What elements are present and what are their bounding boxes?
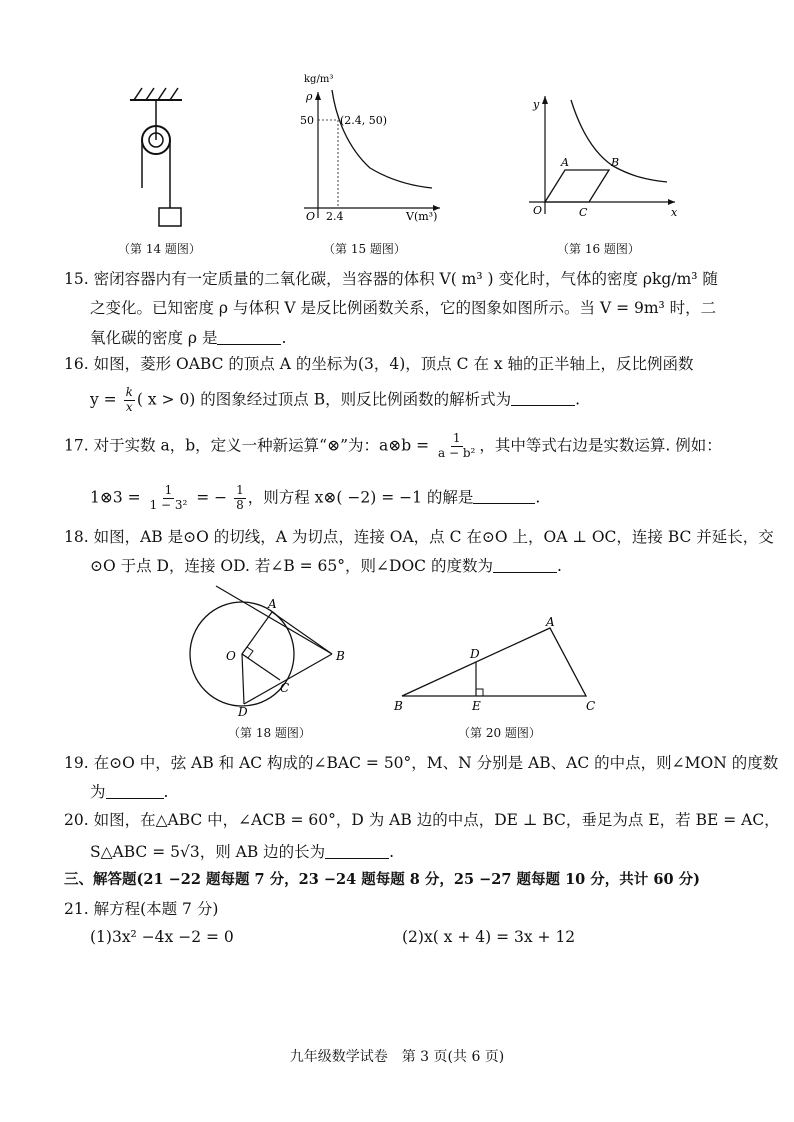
fig18-C: C [280,681,290,695]
figure-20-caption: （第 20 题图） [458,726,541,740]
q16-line2: y = $\frac{k}{x}$ ( x > 0) 的图象经过顶点 B，则反比例函数的解析式为 . [90,385,581,414]
fig20-E: E [472,699,481,713]
q18-line1: 18. 如图，AB 是⊙O 的切线，A 为切点，连接 OA，点 C 在⊙O 上，OA ⊥ OC，连接 BC 并延长，交 [64,528,774,546]
q21-title: 21. 解方程(本题 7 分) [64,900,219,918]
figure-15-graph [290,68,450,228]
fig15-y-unit: kg/m³ [304,74,334,85]
fig15-curve [332,90,432,188]
figure-16-caption: （第 16 题图） [557,242,640,256]
q17-line1: 17. 对于实数 a，b，定义一种新运算“⊗”为：a⊗b = $\frac{1}{\text{a − b²}}$ ，其中等式右边是实数运算. 例如： [64,431,722,460]
fig16-B: B [611,156,620,169]
q20-line1: 20. 如图，在△ABC 中，∠ACB = 60°，D 为 AB 边的中点，DE ⊥ BC，垂足为点 E，若 BE = AC， [64,811,780,829]
q20-answer-blank[interactable] [325,844,389,859]
q21-part2: (2)x( x + 4) = 3x + 12 [402,928,576,946]
fig16-x-label: x [671,206,678,219]
fig16-C: C [579,206,588,219]
fig20-A: A [546,616,555,629]
q20-line2: S△ABC = 5√3，则 AB 边的长为 . [90,843,395,861]
figure-20-triangle [392,616,602,716]
fig20-C: C [586,699,596,713]
fig16-y-label: y [533,98,540,111]
fig15-y-symbol: ρ [306,90,313,103]
q19-answer-blank[interactable] [106,784,164,799]
fig15-x-label: V(m³) [406,210,438,223]
figure-18-caption: （第 18 题图） [228,726,311,740]
fig18-B: B [336,649,345,663]
q15-line1: 15. 密闭容器内有一定质量的二氧化碳，当容器的体积 V( m³ ) 变化时，气体的密度 ρkg/m³ 随 [64,270,718,288]
fig16-A: A [561,156,569,169]
fig18-D: D [238,705,248,717]
fig15-x-tick: 2.4 [326,210,344,223]
q21-part1: (1)3x² −4x −2 = 0 [90,928,234,946]
page-footer: 九年级数学试卷 第 3 页(共 6 页) [289,1049,505,1065]
figure-14-pulley [118,80,198,230]
q19-line1: 19. 在⊙O 中，弦 AB 和 AC 构成的∠BAC = 50°，M、N 分别是 AB、AC 的中点，则∠MON 的度数 [64,754,779,772]
q17-fraction-def: $\frac{1}{\text{a − b²}}$ [438,431,476,460]
q17-line2: 1⊗3 = $\frac{1}{\text{1 − 3²}}$ = − $\frac{1}{8}$ ，则方程 x⊗( −2) = −1 的解是 . [90,483,541,512]
q16-answer-blank[interactable] [511,391,575,406]
q18-answer-blank[interactable] [493,558,557,573]
section-3-heading: 三、解答题(21 −22 题每题 7 分，23 −24 题每题 8 分，25 −27 题每题 10 分，共计 60 分) [64,871,700,888]
figure-15-caption: （第 15 题图） [323,242,406,256]
fig20-D: D [470,647,480,661]
fig15-origin: O [306,210,316,223]
q15-line2: 之变化。已知密度 ρ 与体积 V 是反比例函数关系，它的图象如图所示。当 V = 9m³ 时，二 [90,299,717,317]
fig18-A: A [268,597,277,611]
q18-line2: ⊙O 于点 D，连接 OD. 若∠B = 65°，则∠DOC 的度数为 . [90,557,562,575]
q16-line1: 16. 如图，菱形 OABC 的顶点 A 的坐标为(3，4)，顶点 C 在 x 轴的正半轴上，反比例函数 [64,355,694,373]
fig20-B: B [394,699,403,713]
fig16-rhombus [545,170,609,202]
fig18-O: O [226,649,236,663]
q19-line2: 为 . [90,783,169,801]
q15-answer-blank[interactable] [217,330,281,345]
figure-18-circle [186,582,356,717]
fig15-y-tick: 50 [300,114,314,127]
figure-16-graph [525,92,685,222]
fig15-point-label: (2.4, 50) [340,114,388,127]
q17-answer-blank[interactable] [473,489,535,504]
q15-line3: 氧化碳的密度 ρ 是 . [90,329,287,347]
fig16-origin: O [533,204,543,217]
figure-14-caption: （第 14 题图） [118,242,201,256]
q17-fraction-result: $\frac{1}{8}$ [236,483,244,512]
q17-fraction-example: $\frac{1}{\text{1 − 3²}}$ [149,483,188,512]
q16-fraction: $\frac{k}{x}$ [125,385,133,414]
